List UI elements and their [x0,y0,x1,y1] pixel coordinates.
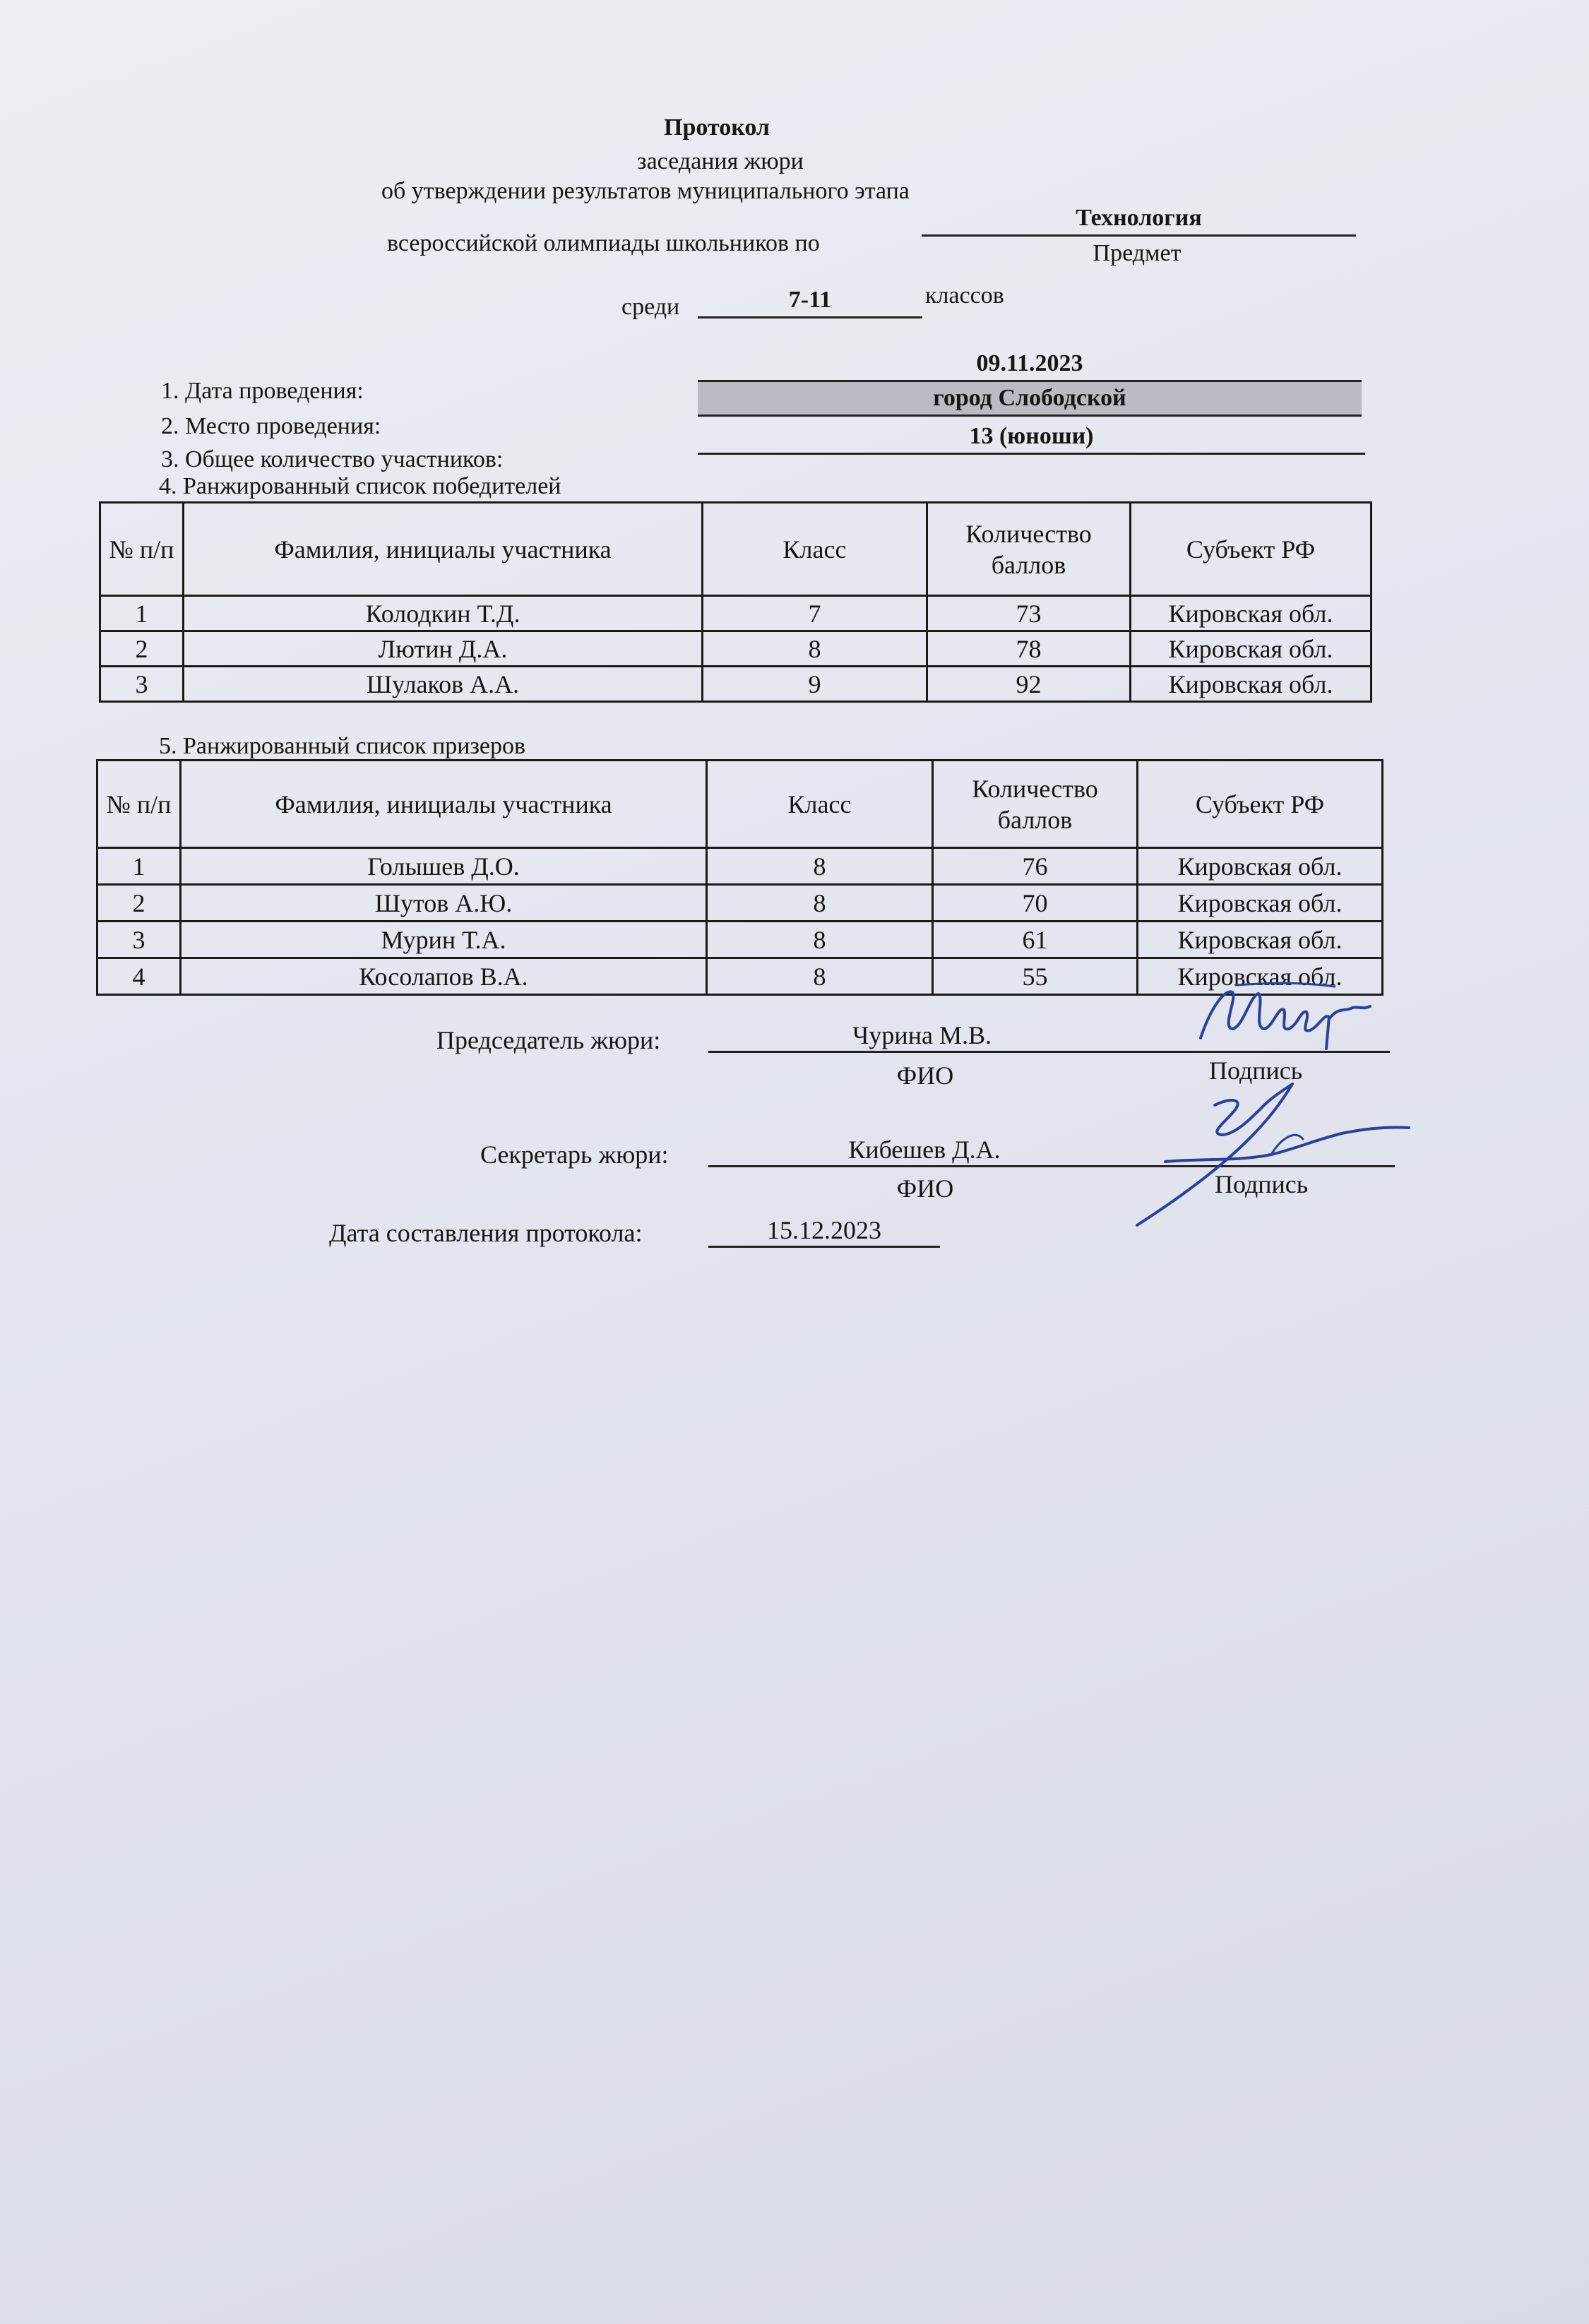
row-number: 3 [97,922,181,958]
secretary-signature-icon [1130,1077,1412,1232]
row-number: 2 [97,885,181,922]
participant-name: Шутов А.Ю. [181,885,707,922]
participant-name: Голышев Д.О. [181,848,707,885]
table-row [100,631,1371,667]
date-field: 09.11.2023 [698,347,1362,382]
chair-name: Чурина М.В. [852,1021,992,1049]
participant-grade: 8 [703,631,927,667]
grades-field: 7-11 [698,284,922,318]
participant-score: 78 [927,631,1131,667]
participant-region: Кировская обл. [1138,885,1383,922]
participant-grade: 8 [707,885,933,922]
winners-header-row [100,503,1371,596]
subject-field: Технология [922,202,1356,237]
participant-region: Кировская обл. [1138,958,1383,995]
place-field: город Слободской [698,382,1362,417]
title-line-2: заседания жюри [637,148,804,174]
table-row [97,848,1383,885]
secretary-fio-caption: ФИО [896,1174,954,1203]
prizewinners-header-row [97,761,1383,848]
date-label: 1. Дата проведения: [161,378,364,404]
secretary-name: Кибешев Д.А. [848,1136,1001,1164]
participant-grade: 7 [703,596,927,631]
protocol-date-label: Дата составления протокола: [329,1219,643,1247]
row-number: 1 [97,848,181,885]
chair-signature-icon [1194,978,1377,1056]
participant-score: 70 [933,885,1138,922]
prizewinners-heading: 5. Ранжированный список призеров [159,733,526,759]
chair-fio-caption: ФИО [896,1061,954,1090]
winners-heading: 4. Ранжированный список победителей [159,473,561,499]
col-grade: Класс [703,503,927,596]
row-number: 2 [100,631,184,667]
secretary-signature-caption: Подпись [1215,1170,1309,1198]
participant-region: Кировская обл. [1138,922,1383,958]
table-row [100,596,1371,631]
row-number: 4 [97,958,181,995]
col-name: Фамилия, инициалы участника [181,761,707,848]
participant-name: Шулаков А.А. [184,667,703,702]
participant-grade: 8 [707,922,933,958]
participant-name: Мурин Т.А. [181,922,707,958]
among-label: среди [621,294,680,320]
secretary-label: Секретарь жюри: [480,1140,669,1169]
participant-region: Кировская обл. [1138,848,1383,885]
col-name: Фамилия, инициалы участника [184,503,703,596]
participant-score: 55 [933,958,1138,995]
col-score: Количество баллов [933,761,1138,848]
participant-name: Лютин Д.А. [184,631,703,667]
place-label: 2. Место проведения: [161,413,381,439]
table-row [100,667,1371,702]
participant-region: Кировская обл. [1131,667,1371,702]
table-row [97,885,1383,922]
participant-region: Кировская обл. [1131,631,1371,667]
chair-label: Председатель жюри: [436,1026,661,1054]
participant-grade: 8 [707,958,933,995]
participant-grade: 8 [707,848,933,885]
count-label: 3. Общее количество участников: [161,446,504,472]
col-number: № п/п [100,503,184,596]
row-number: 1 [100,596,184,631]
count-field: 13 (юноши) [698,420,1365,455]
participant-score: 92 [927,667,1131,702]
prizewinners-table [96,759,1383,996]
grades-suffix: классов [925,282,1004,309]
col-region: Субъект РФ [1138,761,1383,848]
participant-score: 73 [927,596,1131,631]
participant-grade: 9 [703,667,927,702]
participant-name: Колодкин Т.Д. [184,596,703,631]
col-grade: Класс [707,761,933,848]
col-number: № п/п [97,761,181,848]
col-region: Субъект РФ [1131,503,1371,596]
row-number: 3 [100,667,184,702]
chair-signature-caption: Подпись [1209,1056,1303,1085]
col-score: Количество баллов [927,503,1131,596]
title-line-4: всероссийской олимпиады школьников по [387,230,820,256]
table-row [97,958,1383,995]
title-line-3: об утверждении результатов муниципального этапа [381,178,910,204]
participant-score: 76 [933,848,1138,885]
participant-score: 61 [933,922,1138,958]
table-row [97,922,1383,958]
document-title: Протокол [664,114,770,141]
winners-table [99,501,1372,703]
participant-name: Косолапов В.А. [181,958,707,995]
participant-region: Кировская обл. [1131,596,1371,631]
subject-caption: Предмет [1093,240,1182,266]
protocol-date-field: 15.12.2023 [708,1215,940,1248]
